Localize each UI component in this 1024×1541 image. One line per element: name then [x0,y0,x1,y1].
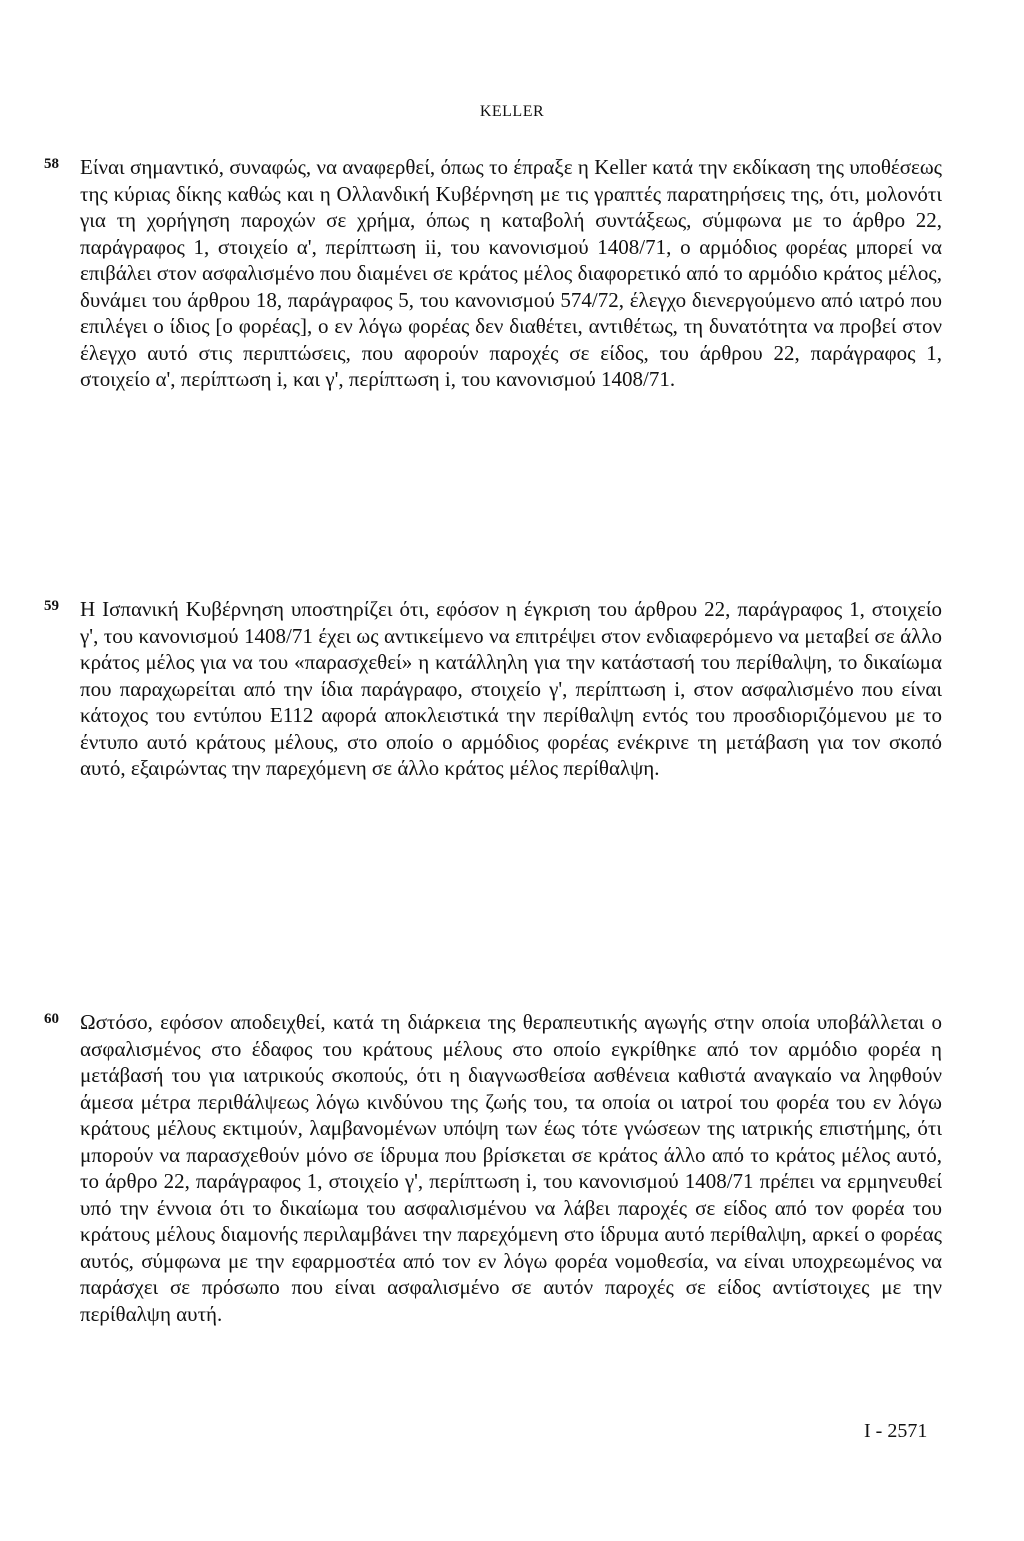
paragraph-text: Ωστόσο, εφόσον αποδειχθεί, κατά τη διάρκεια της θεραπευτικής αγωγής στην οποία υποβάλλεται ο ασφαλισμένος στο έδαφος του κράτους μέλους στο οποίο εγκρίθηκε από τον αρμόδιο φορέα η μετάβασή του για ιατρικούς σκοπούς, ότι η διαγνωσθείσα ασθένεια καθιστά αναγκαίο να ληφθούν άμεσα μέτρα περιθάλψεως λόγω κινδύνου της ζωής του, τα οποία οι ιατροί του φορέα του εν λόγω κράτους μέλους εκτιμούν, λαμβανομένων υπόψη των έως τότε γνώσεων της ιατρικής επιστήμης, ότι μπορούν να παρασχεθούν μόνο σε ίδρυμα που βρίσκεται σε κράτος άλλο από το κράτος μέλος αυτό, το άρθρο 22, παράγραφος 1, στοιχείο γ', περίπτωση i, του κανονισμού 1408/71 πρέπει να ερμηνευθεί υπό την έννοια ότι το δικαίωμα του ασφαλισμένου να λάβει παροχές σε είδος από τον φορέα του κράτους μέλους διαμονής περιλαμβάνει την παρεχόμενη στο ίδρυμα αυτό περίθαλψη, αρκεί ο φορέας αυτός, σύμφωνα με την εφαρμοστέα από τον εν λόγω φορέα νομοθεσία, να είναι υποχρεωμένος να παράσχει σε πρόσωπο που είναι ασφαλισμένο σε αυτόν παροχές σε είδος αντίστοιχες με την περίθαλψη αυτή. [80,1010,942,1326]
paragraph-text: Η Ισπανική Κυβέρνηση υποστηρίζει ότι, εφόσον η έγκριση του άρθρου 22, παράγραφος 1, στοιχείο γ', του κανονισμού 1408/71 έχει ως αντικείμενο να επιτρέψει στον ενδιαφερόμενο να μεταβεί σε άλλο κράτος μέλος για να του «παρασχεθεί» η κατάλληλη για την κατάστασή του περίθαλψη, το δικαίωμα που παραχωρείται από την ίδια παράγραφο, στοιχείο γ', περίπτωση i, στον ασφαλισμένο που είναι κάτοχος του εντύπου Ε112 αφορά αποκλειστικά την περίθαλψη εντός του προσδιοριζόμενου με το έντυπο αυτό κράτους μέλους, στο οποίο ο αρμόδιος φορέας ενέκρινε τη μετάβαση για τον σκοπό αυτό, εξαιρώντας την παρεχόμενη σε άλλο κράτος μέλος περίθαλψη. [80,597,942,780]
paragraph-text: Είναι σημαντικό, συναφώς, να αναφερθεί, όπως το έπραξε η Keller κατά την εκδίκαση της υποθέσεως της κύριας δίκης καθώς και η Ολλανδική Κυβέρνηση με τις γραπτές παρατηρήσεις της, ότι, μολονότι για τη χορήγηση παροχών σε χρήμα, όπως η καταβολή συντάξεως, σύμφωνα με το άρθρο 22, παράγραφος 1, στοιχείο α', περίπτωση ii, του κανονισμού 1408/71, ο αρμόδιος φορέας μπορεί να επιβάλει στον ασφαλισμένο που διαμένει σε κράτος μέλος διαφορετικό από το αρμόδιο κράτος μέλος, δυνάμει του άρθρου 18, παράγραφος 5, του κανονισμού 574/72, έλεγχο διενεργούμενο από ιατρό που επιλέγει ο ίδιος [ο φορέας], ο εν λόγω φορέας δεν διαθέτει, αντιθέτως, τη δυνατότητα να προβεί στον έλεγχο αυτό στις περιπτώσεις, που αφορούν παροχές σε είδος, του άρθρου 22, παράγραφος 1, στοιχείο α', περίπτωση i, και γ', περίπτωση i, του κανονισμού 1408/71. [80,155,942,391]
paragraph-number: 60 [44,1011,59,1027]
paragraph-number: 59 [44,598,59,614]
paragraph-number: 58 [44,156,59,172]
running-header: KELLER [479,103,545,120]
page-number: I - 2571 [864,1420,928,1442]
